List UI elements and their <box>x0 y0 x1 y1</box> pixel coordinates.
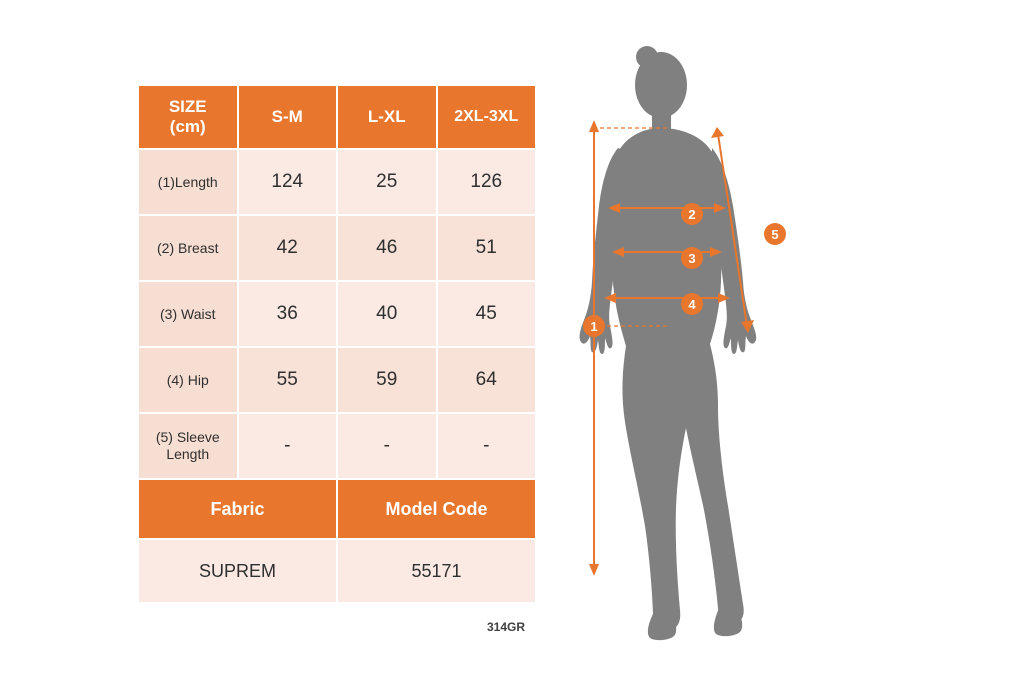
row-label-length: (1)Length <box>138 149 238 215</box>
table-header-row <box>138 85 536 149</box>
header-2xl-3xl: 2XL-3XL <box>437 85 537 149</box>
cell-hip-l-xl: 59 <box>337 347 437 413</box>
header-l-xl: L-XL <box>337 85 437 149</box>
header-size-cm <box>138 85 238 149</box>
footer-header-model-code: Model Code <box>337 479 536 539</box>
cell-hip-s-m: 55 <box>238 347 338 413</box>
cell-length-s-m: 124 <box>238 149 338 215</box>
badge-2-breast: 2 <box>681 203 703 225</box>
row-label-sleeve-line1: (5) Sleeve <box>155 429 220 446</box>
row-label-breast: (2) Breast <box>138 215 238 281</box>
cell-waist-2xl-3xl: 45 <box>437 281 537 347</box>
cell-breast-s-m: 42 <box>238 215 338 281</box>
header-size-line1: SIZE <box>168 97 207 117</box>
size-chart-table <box>137 84 537 604</box>
cell-length-l-xl: 25 <box>337 149 437 215</box>
cell-breast-l-xl: 46 <box>337 215 437 281</box>
cell-waist-s-m: 36 <box>238 281 338 347</box>
measurement-figure <box>548 30 878 650</box>
female-silhouette-svg <box>548 30 878 650</box>
footer-header-fabric: Fabric <box>138 479 337 539</box>
table-footer-value-row <box>138 539 536 603</box>
cell-breast-2xl-3xl: 51 <box>437 215 537 281</box>
badge-1-length: 1 <box>583 315 605 337</box>
row-label-sleeve-line2: Length <box>166 446 210 462</box>
table-row <box>138 281 536 347</box>
table-row <box>138 149 536 215</box>
cell-sleeve-l-xl: - <box>337 413 437 479</box>
footer-value-model-code: 55171 <box>337 539 536 603</box>
table-row <box>138 413 536 479</box>
table-footer-header-row <box>138 479 536 539</box>
badge-4-hip: 4 <box>681 293 703 315</box>
header-s-m: S-M <box>238 85 338 149</box>
footer-value-fabric: SUPREM <box>138 539 337 603</box>
row-label-sleeve-length <box>138 413 238 479</box>
cell-sleeve-s-m: - <box>238 413 338 479</box>
cell-sleeve-2xl-3xl: - <box>437 413 537 479</box>
cell-length-2xl-3xl: 126 <box>437 149 537 215</box>
cell-hip-2xl-3xl: 64 <box>437 347 537 413</box>
badge-3-waist: 3 <box>681 247 703 269</box>
table-row <box>138 347 536 413</box>
table-row <box>138 215 536 281</box>
silhouette-shape <box>580 46 757 640</box>
garment-weight-note: 314GR <box>487 620 526 634</box>
header-size-line2: (cm) <box>169 117 206 136</box>
badge-5-sleeve-length: 5 <box>764 223 786 245</box>
cell-waist-l-xl: 40 <box>337 281 437 347</box>
row-label-hip: (4) Hip <box>138 347 238 413</box>
row-label-waist: (3) Waist <box>138 281 238 347</box>
